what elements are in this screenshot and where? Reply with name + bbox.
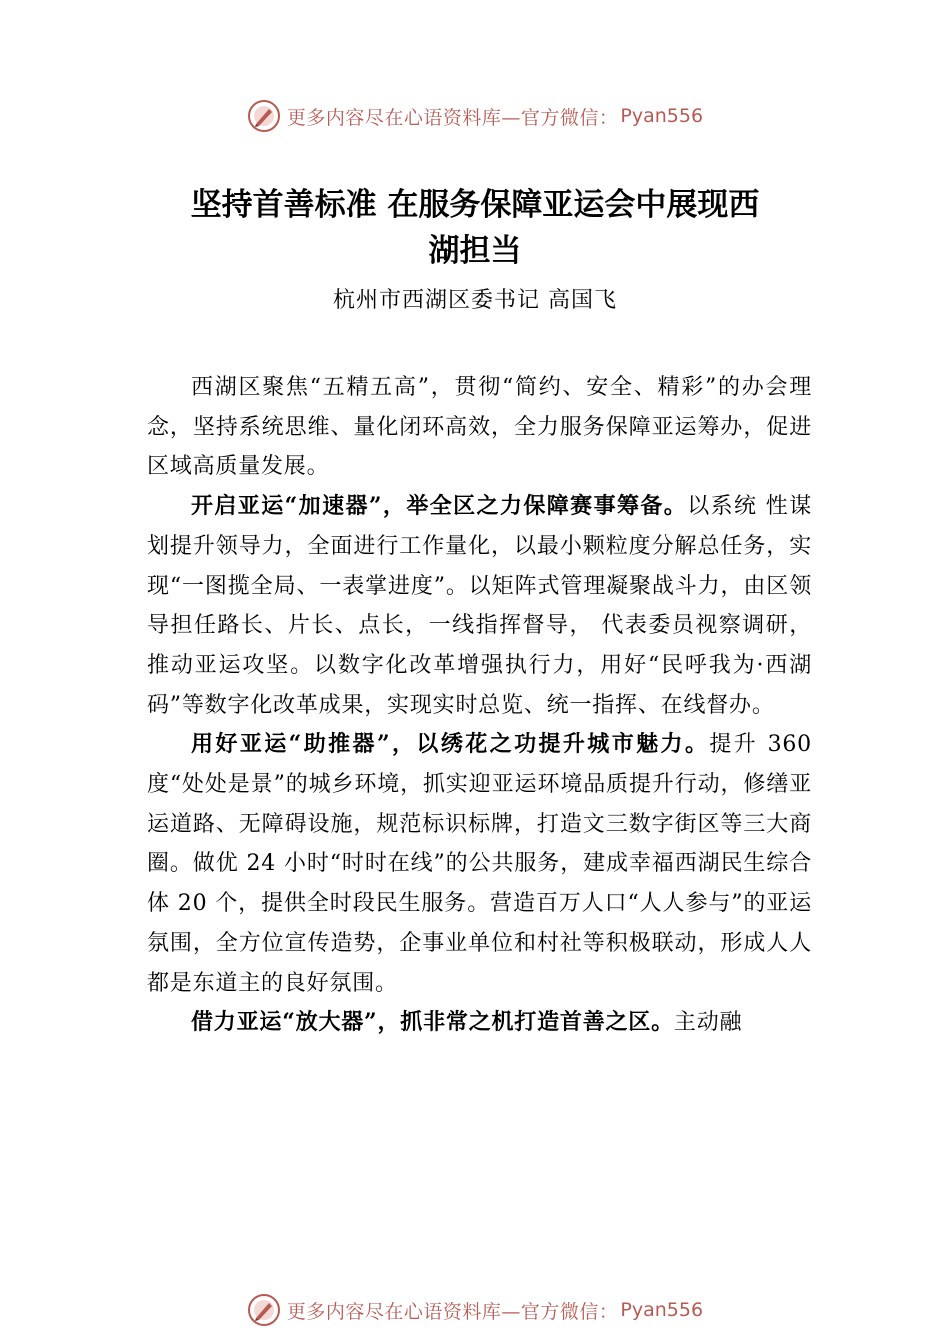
title-line-1: 坚持首善标准 在服务保障亚运会中展现西 bbox=[190, 187, 760, 223]
watermark-wechat-id: Pyan556 bbox=[620, 1299, 704, 1321]
paragraph-4 bbox=[147, 1003, 812, 1043]
pen-logo-icon bbox=[247, 1293, 281, 1327]
watermark-footer bbox=[0, 1290, 950, 1330]
pen-logo-icon bbox=[247, 99, 281, 133]
paragraph-2-body: 以系统 性谋划提升领导力，全面进行工作量化，以最小颗粒度分解总任务，实现“一图揽全局、一表掌进度”。以矩阵式管理凝聚战斗力，由区领导担任路长、片长、点长，一线指挥督导， 代表委员视察调研，推动亚运攻坚。以数字化改革增强执行力，用好“民呼我为·西湖码”等数字化改革成果，实现实时总览、统一指挥、在线督办。 bbox=[147, 494, 812, 718]
paragraph-2-heading: 开启亚运“加速器”，举全区之力保障赛事筹备。 bbox=[191, 493, 688, 520]
watermark-text: 更多内容尽在心语资料库—官方微信： bbox=[286, 1300, 619, 1323]
article-body bbox=[147, 368, 812, 1043]
paragraph-4-body: 主动融 bbox=[673, 1010, 743, 1036]
paragraph-4-heading: 借力亚运“放大器”，抓非常之机打造首善之区。 bbox=[191, 1009, 674, 1036]
watermark-wechat-id: Pyan556 bbox=[620, 105, 704, 127]
paragraph-intro: 西湖区聚焦“五精五高”，贯彻“简约、安全、精彩”的办会理念，坚持系统思维、量化闭环高效，全力服务保障亚运筹办，促进区域高质量发展。 bbox=[147, 375, 812, 480]
watermark-text: 更多内容尽在心语资料库—官方微信： bbox=[286, 106, 619, 129]
title-line-2: 湖担当 bbox=[428, 233, 522, 269]
author-line: 杭州市西湖区委书记 高国飞 bbox=[333, 288, 617, 313]
page-title bbox=[120, 182, 830, 274]
paragraph-2 bbox=[147, 487, 812, 725]
watermark-header bbox=[0, 96, 950, 136]
paragraph-3 bbox=[147, 725, 812, 1003]
paragraph-3-heading: 用好亚运“助推器”，以绣花之功提升城市魅力。 bbox=[191, 731, 710, 758]
paragraph-3-body: 提升 360 度“处处是景”的城乡环境，抓实迎亚运环境品质提升行动，修缮亚运道路、无障碍设施，规范标识标牌，打造文三数字街区等三大商圈。做优 24 小时“时时在线”的公共服务，建成幸福西湖民生综合体 20 个，提供全时段民生服务。营造百万人口“人人参与”的亚运氛围，全方位宣传造势，企事业单位和村社等积极联动，形成人人都是东道主的良好氛围。 bbox=[147, 732, 812, 996]
